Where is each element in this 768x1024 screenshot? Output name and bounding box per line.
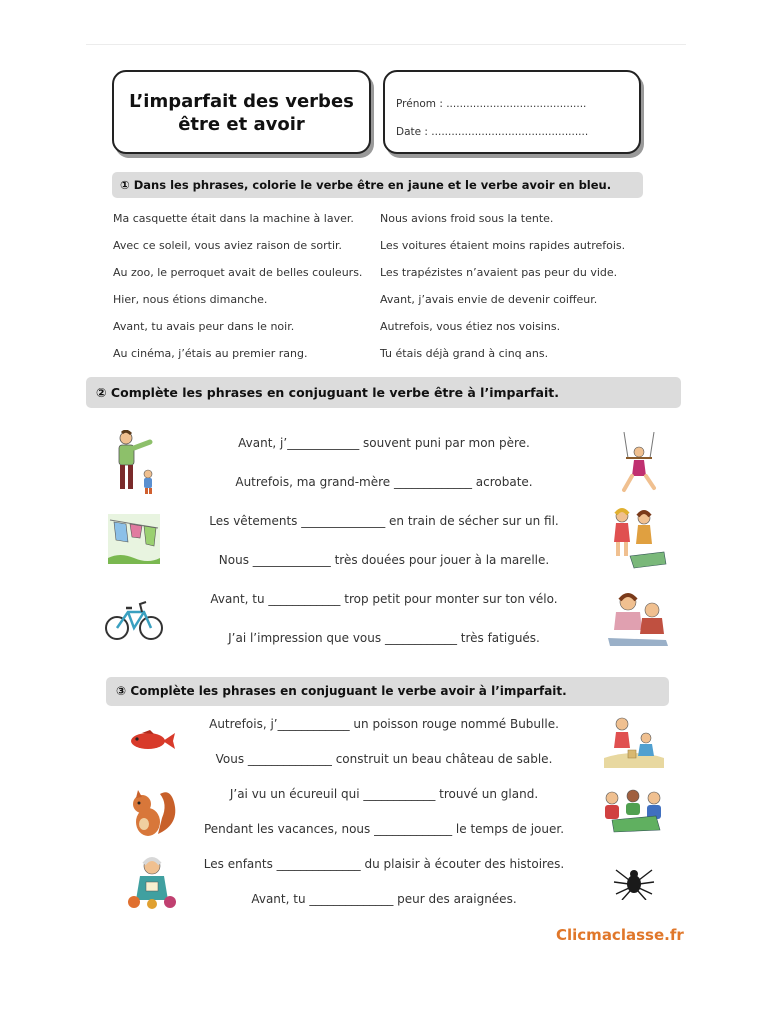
date-field[interactable]: Date : ............................................... xyxy=(396,126,589,138)
exercise-2-sentence: J’ai l’impression que vous ____________ très fatigués. xyxy=(228,631,540,645)
exercise-1-sentence: Les voitures étaient moins rapides autrefois. xyxy=(380,239,626,252)
exercise-1-sentence: Hier, nous étions dimanche. xyxy=(113,293,268,306)
father-scolding-child-illustration xyxy=(108,430,158,496)
exercise-2-instruction: ② Complète les phrases en conjuguant le verbe être à l’imparfait. xyxy=(86,377,681,408)
exercise-3-sentence: Vous ______________ construit un beau château de sable. xyxy=(215,752,553,766)
exercise-2-sentence: Nous _____________ très douées pour jouer à la marelle. xyxy=(218,553,550,567)
exercise-1-sentence: Nous avions froid sous la tente. xyxy=(380,212,554,225)
exercise-1-sentence: Avec ce soleil, vous aviez raison de sortir. xyxy=(113,239,343,252)
children-playing-game-illustration xyxy=(600,788,666,834)
storytime-grandmother-illustration xyxy=(126,854,178,910)
exercise-2-sentence: Les vêtements ______________ en train de sécher sur un fil. xyxy=(209,514,559,528)
tired-children-illustration xyxy=(606,590,672,648)
trapeze-acrobat-illustration xyxy=(614,432,664,496)
page-top-rule xyxy=(86,44,686,45)
exercise-3-sentence: Les enfants ______________ du plaisir à écouter des histoires. xyxy=(203,857,565,871)
exercise-1-sentence: Au zoo, le perroquet avait de belles couleurs. xyxy=(113,266,363,279)
exercise-1-sentence: Au cinéma, j’étais au premier rang. xyxy=(113,347,308,360)
page-title-line-2: être et avoir xyxy=(178,114,305,135)
exercise-2-sentence: Avant, tu ____________ trop petit pour monter sur ton vélo. xyxy=(210,592,558,606)
squirrel-illustration xyxy=(124,784,180,840)
exercise-3-instruction: ③ Complète les phrases en conjuguant le verbe avoir à l’imparfait. xyxy=(106,677,669,706)
exercise-1-sentence: Autrefois, vous étiez nos voisins. xyxy=(380,320,561,333)
exercise-1-sentence: Tu étais déjà grand à cinq ans. xyxy=(380,347,549,360)
exercise-3-sentence: Autrefois, j’____________ un poisson rouge nommé Bubulle. xyxy=(209,717,559,731)
title-box xyxy=(112,70,371,154)
exercise-3-sentence: J’ai vu un écureuil qui ____________ trouvé un gland. xyxy=(229,787,539,801)
sandcastle-children-illustration xyxy=(602,714,666,768)
bicycle-illustration xyxy=(104,596,164,644)
exercise-1-left-column xyxy=(113,205,362,367)
exercise-2-sentence: Autrefois, ma grand-mère _____________ acrobate. xyxy=(235,475,533,489)
exercise-1-right-column xyxy=(380,205,625,367)
spider-illustration xyxy=(612,862,656,900)
clothesline-illustration xyxy=(106,512,162,568)
exercise-1-sentence: Ma casquette était dans la machine à laver. xyxy=(113,212,354,225)
red-fish-illustration xyxy=(128,730,176,752)
exercise-1-sentence: Les trapézistes n’avaient pas peur du vide. xyxy=(380,266,618,279)
exercise-3-sentence: Avant, tu ______________ peur des araignées. xyxy=(251,892,517,906)
exercise-1-sentence: Avant, j’avais envie de devenir coiffeur. xyxy=(380,293,598,306)
name-date-box xyxy=(383,70,641,154)
clicmaclasse-logo: Clicmaclasse.fr xyxy=(556,926,684,944)
hopscotch-girls-illustration xyxy=(604,506,668,570)
exercise-3-sentence: Pendant les vacances, nous _____________ le temps de jouer. xyxy=(203,822,565,836)
prenom-field[interactable]: Prénom : .......................................... xyxy=(396,98,587,110)
page-title-line-1: L’imparfait des verbes xyxy=(129,91,354,112)
exercise-1-instruction: ① Dans les phrases, colorie le verbe être en jaune et le verbe avoir en bleu. xyxy=(112,172,643,198)
exercise-1-sentence: Avant, tu avais peur dans le noir. xyxy=(113,320,295,333)
exercise-2-sentence: Avant, j’____________ souvent puni par mon père. xyxy=(238,436,530,450)
